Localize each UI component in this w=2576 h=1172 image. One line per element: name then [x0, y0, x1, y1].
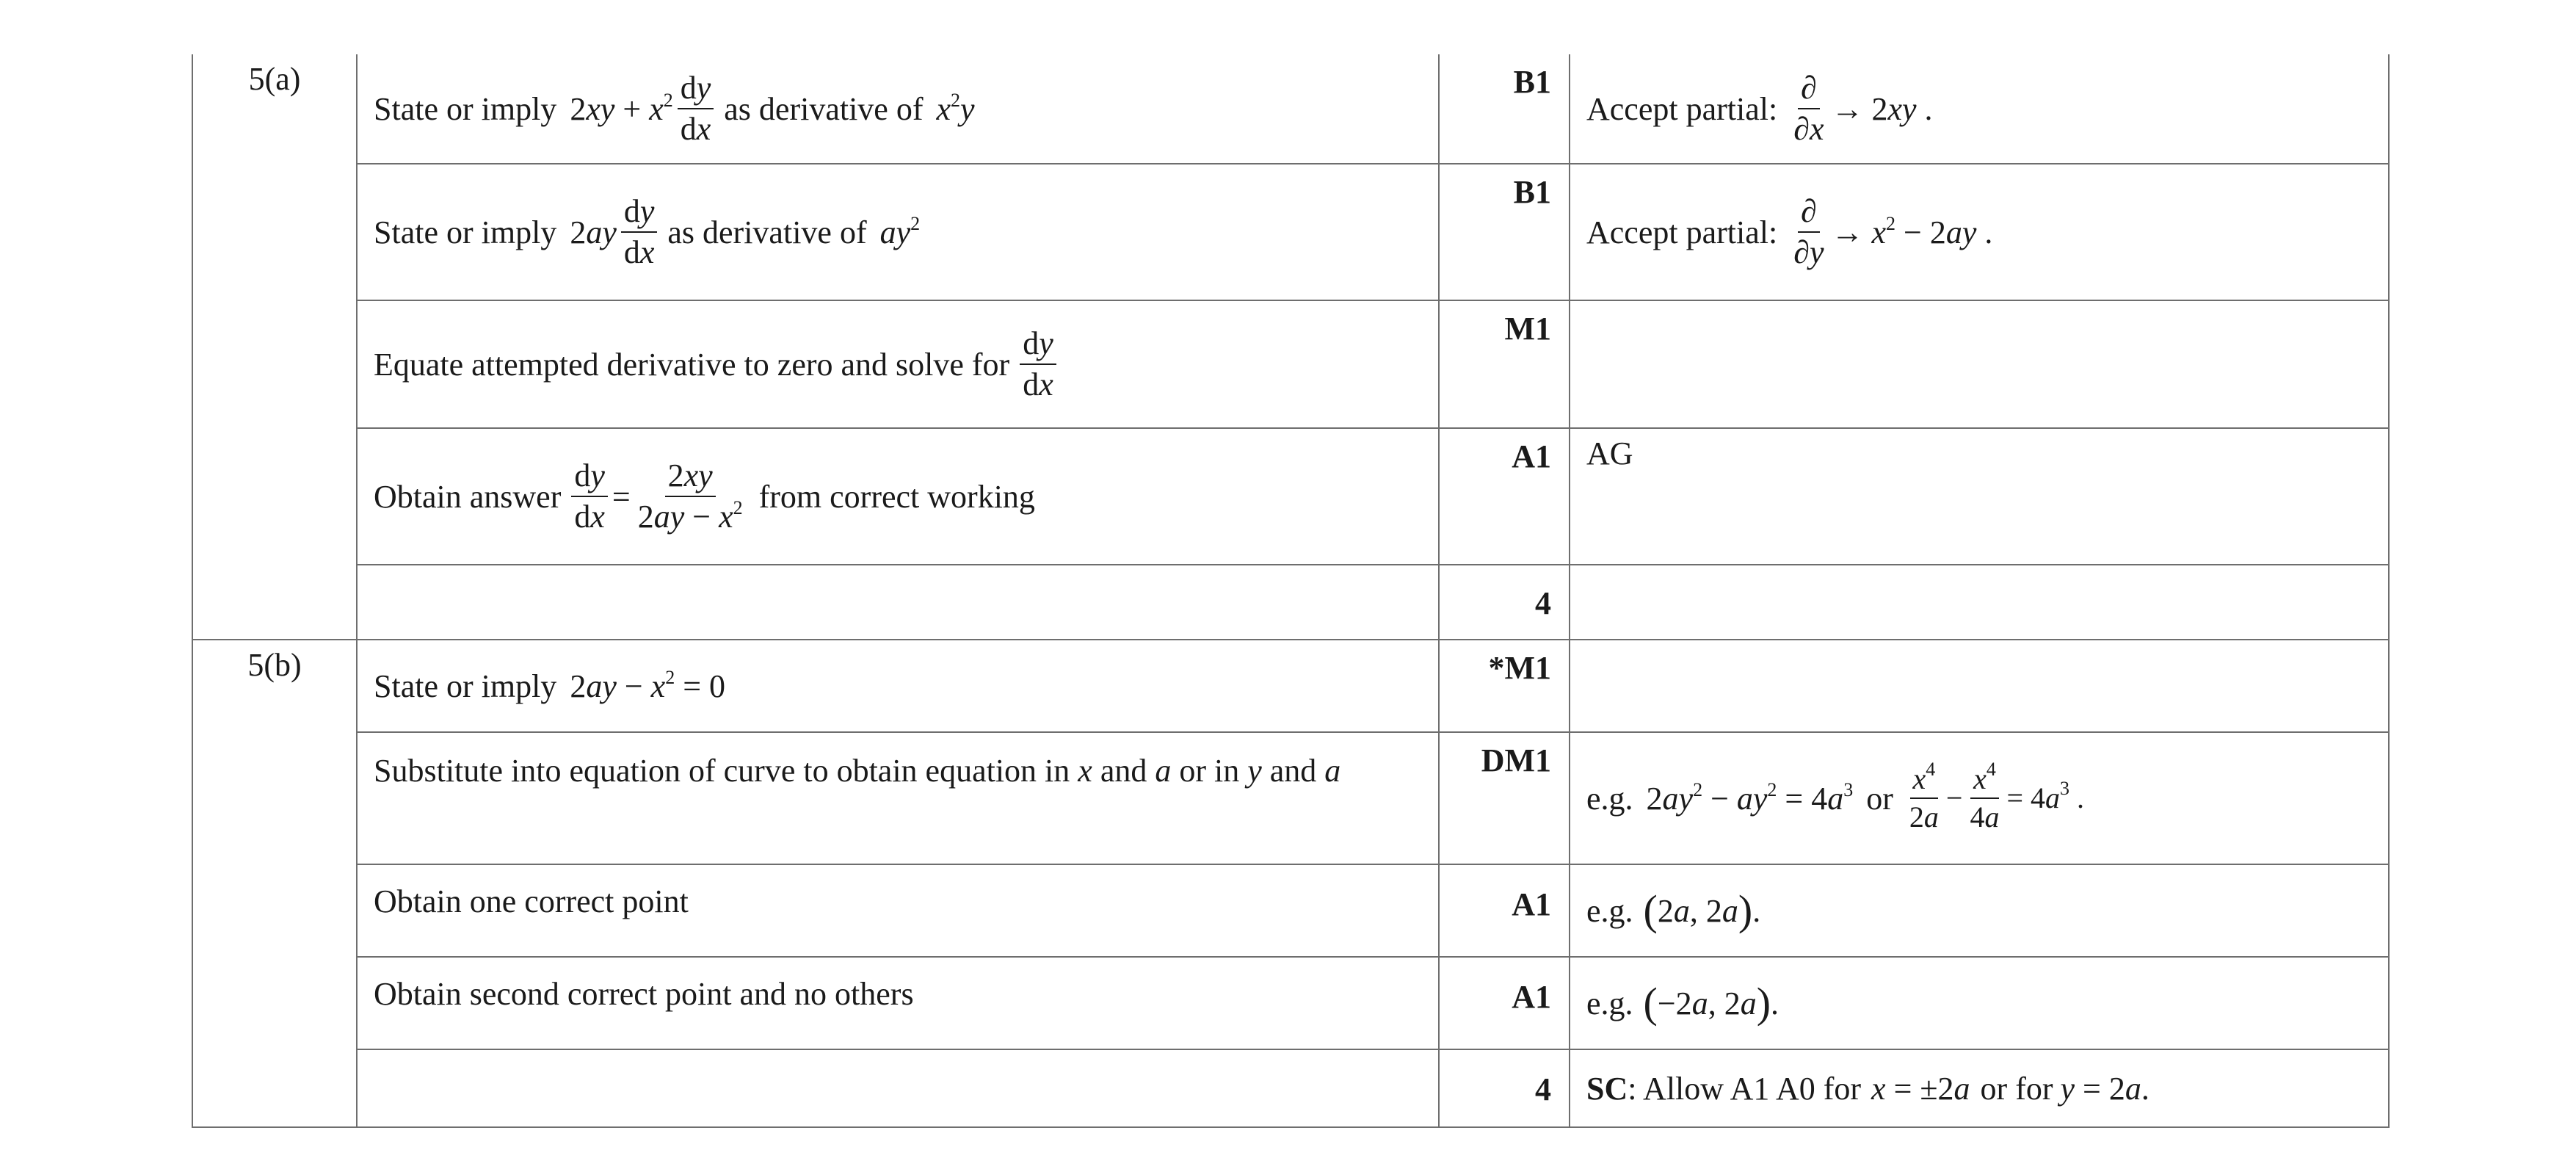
mark-cell: B1	[1439, 54, 1570, 164]
answer-cell: State or imply $2xy + x^2$ $\frac{dy}{dx}$ as derivative of $x^2y$	[357, 54, 1439, 164]
question-number: 5(b)	[192, 640, 357, 1127]
guidance-cell	[1570, 565, 2389, 640]
answer-cell: Equate attempted derivative to zero and solve for $\frac{dy}{dx}$	[357, 300, 1439, 428]
guidance-cell	[1570, 300, 2389, 428]
answer-cell	[357, 565, 1439, 640]
answer-cell	[357, 1049, 1439, 1127]
mark-cell: A1	[1439, 864, 1570, 957]
table-row	[192, 957, 2389, 1049]
answer-cell: State or imply $2ay - x^2 = 0$	[357, 640, 1439, 732]
answer-cell: Obtain answer $\frac{dy}{dx}$ = $\frac{2xy}{2ay - x^2}$ from correct working	[357, 428, 1439, 565]
table-row	[192, 864, 2389, 957]
table-row	[192, 640, 2389, 732]
mark-cell: A1	[1439, 428, 1570, 565]
guidance-cell	[1570, 640, 2389, 732]
table-row	[192, 428, 2389, 565]
guidance-cell: Accept partial: $\frac{\partial}{\partial x}$ → 2xy .	[1570, 54, 2389, 164]
mark-total: 4	[1439, 565, 1570, 640]
mark-cell: A1	[1439, 957, 1570, 1049]
mark-total: 4	[1439, 1049, 1570, 1127]
table-row	[192, 164, 2389, 300]
mark-cell: M1	[1439, 300, 1570, 428]
table-row	[192, 565, 2389, 640]
mark-cell: *M1	[1439, 640, 1570, 732]
answer-cell: Obtain one correct point	[357, 864, 1439, 957]
guidance-cell: e.g. $2ay^2 - ay^2 = 4a^3$ or $\frac{x^4}{2a}$ − $\frac{x^4}{4a}$ = $4a^3$ .	[1570, 732, 2389, 864]
answer-cell: State or imply 2ay $\frac{dy}{dx}$ as derivative of $ay^2$	[357, 164, 1439, 300]
guidance-cell: SC : Allow A1 A0 for x = ±2a or for y = 2a.	[1570, 1049, 2389, 1127]
answer-cell: Substitute into equation of curve to obtain equation in x and a or in y and a	[357, 732, 1439, 864]
answer-cell: Obtain second correct point and no others	[357, 957, 1439, 1049]
mark-scheme-table	[192, 54, 2390, 1128]
answer-fraction: $\frac{2xy}{2ay - x^2}$	[637, 457, 743, 535]
guidance-cell: Accept partial: $\frac{\partial}{\partial y}$ → $x^2 - 2ay$ .	[1570, 164, 2389, 300]
table-row	[192, 54, 2389, 164]
mark-cell: B1	[1439, 164, 1570, 300]
special-case-label: SC	[1586, 1070, 1628, 1107]
guidance-cell: e.g. (2a, 2a).	[1570, 864, 2389, 957]
table-row	[192, 300, 2389, 428]
derivative-fraction: $\frac{dy}{dx}$	[1020, 327, 1056, 402]
question-number: 5(a)	[192, 54, 357, 640]
table-row	[192, 732, 2389, 864]
derivative-fraction: $\frac{dy}{dx}$	[621, 195, 658, 270]
guidance-cell: e.g. (−2a, 2a).	[1570, 957, 2389, 1049]
derivative-fraction: $\frac{dy}{dx}$	[678, 71, 714, 146]
derivative-fraction: $\frac{dy}{dx}$	[571, 459, 608, 534]
guidance-cell: AG	[1570, 428, 2389, 565]
mark-cell: DM1	[1439, 732, 1570, 864]
table-row	[192, 1049, 2389, 1127]
